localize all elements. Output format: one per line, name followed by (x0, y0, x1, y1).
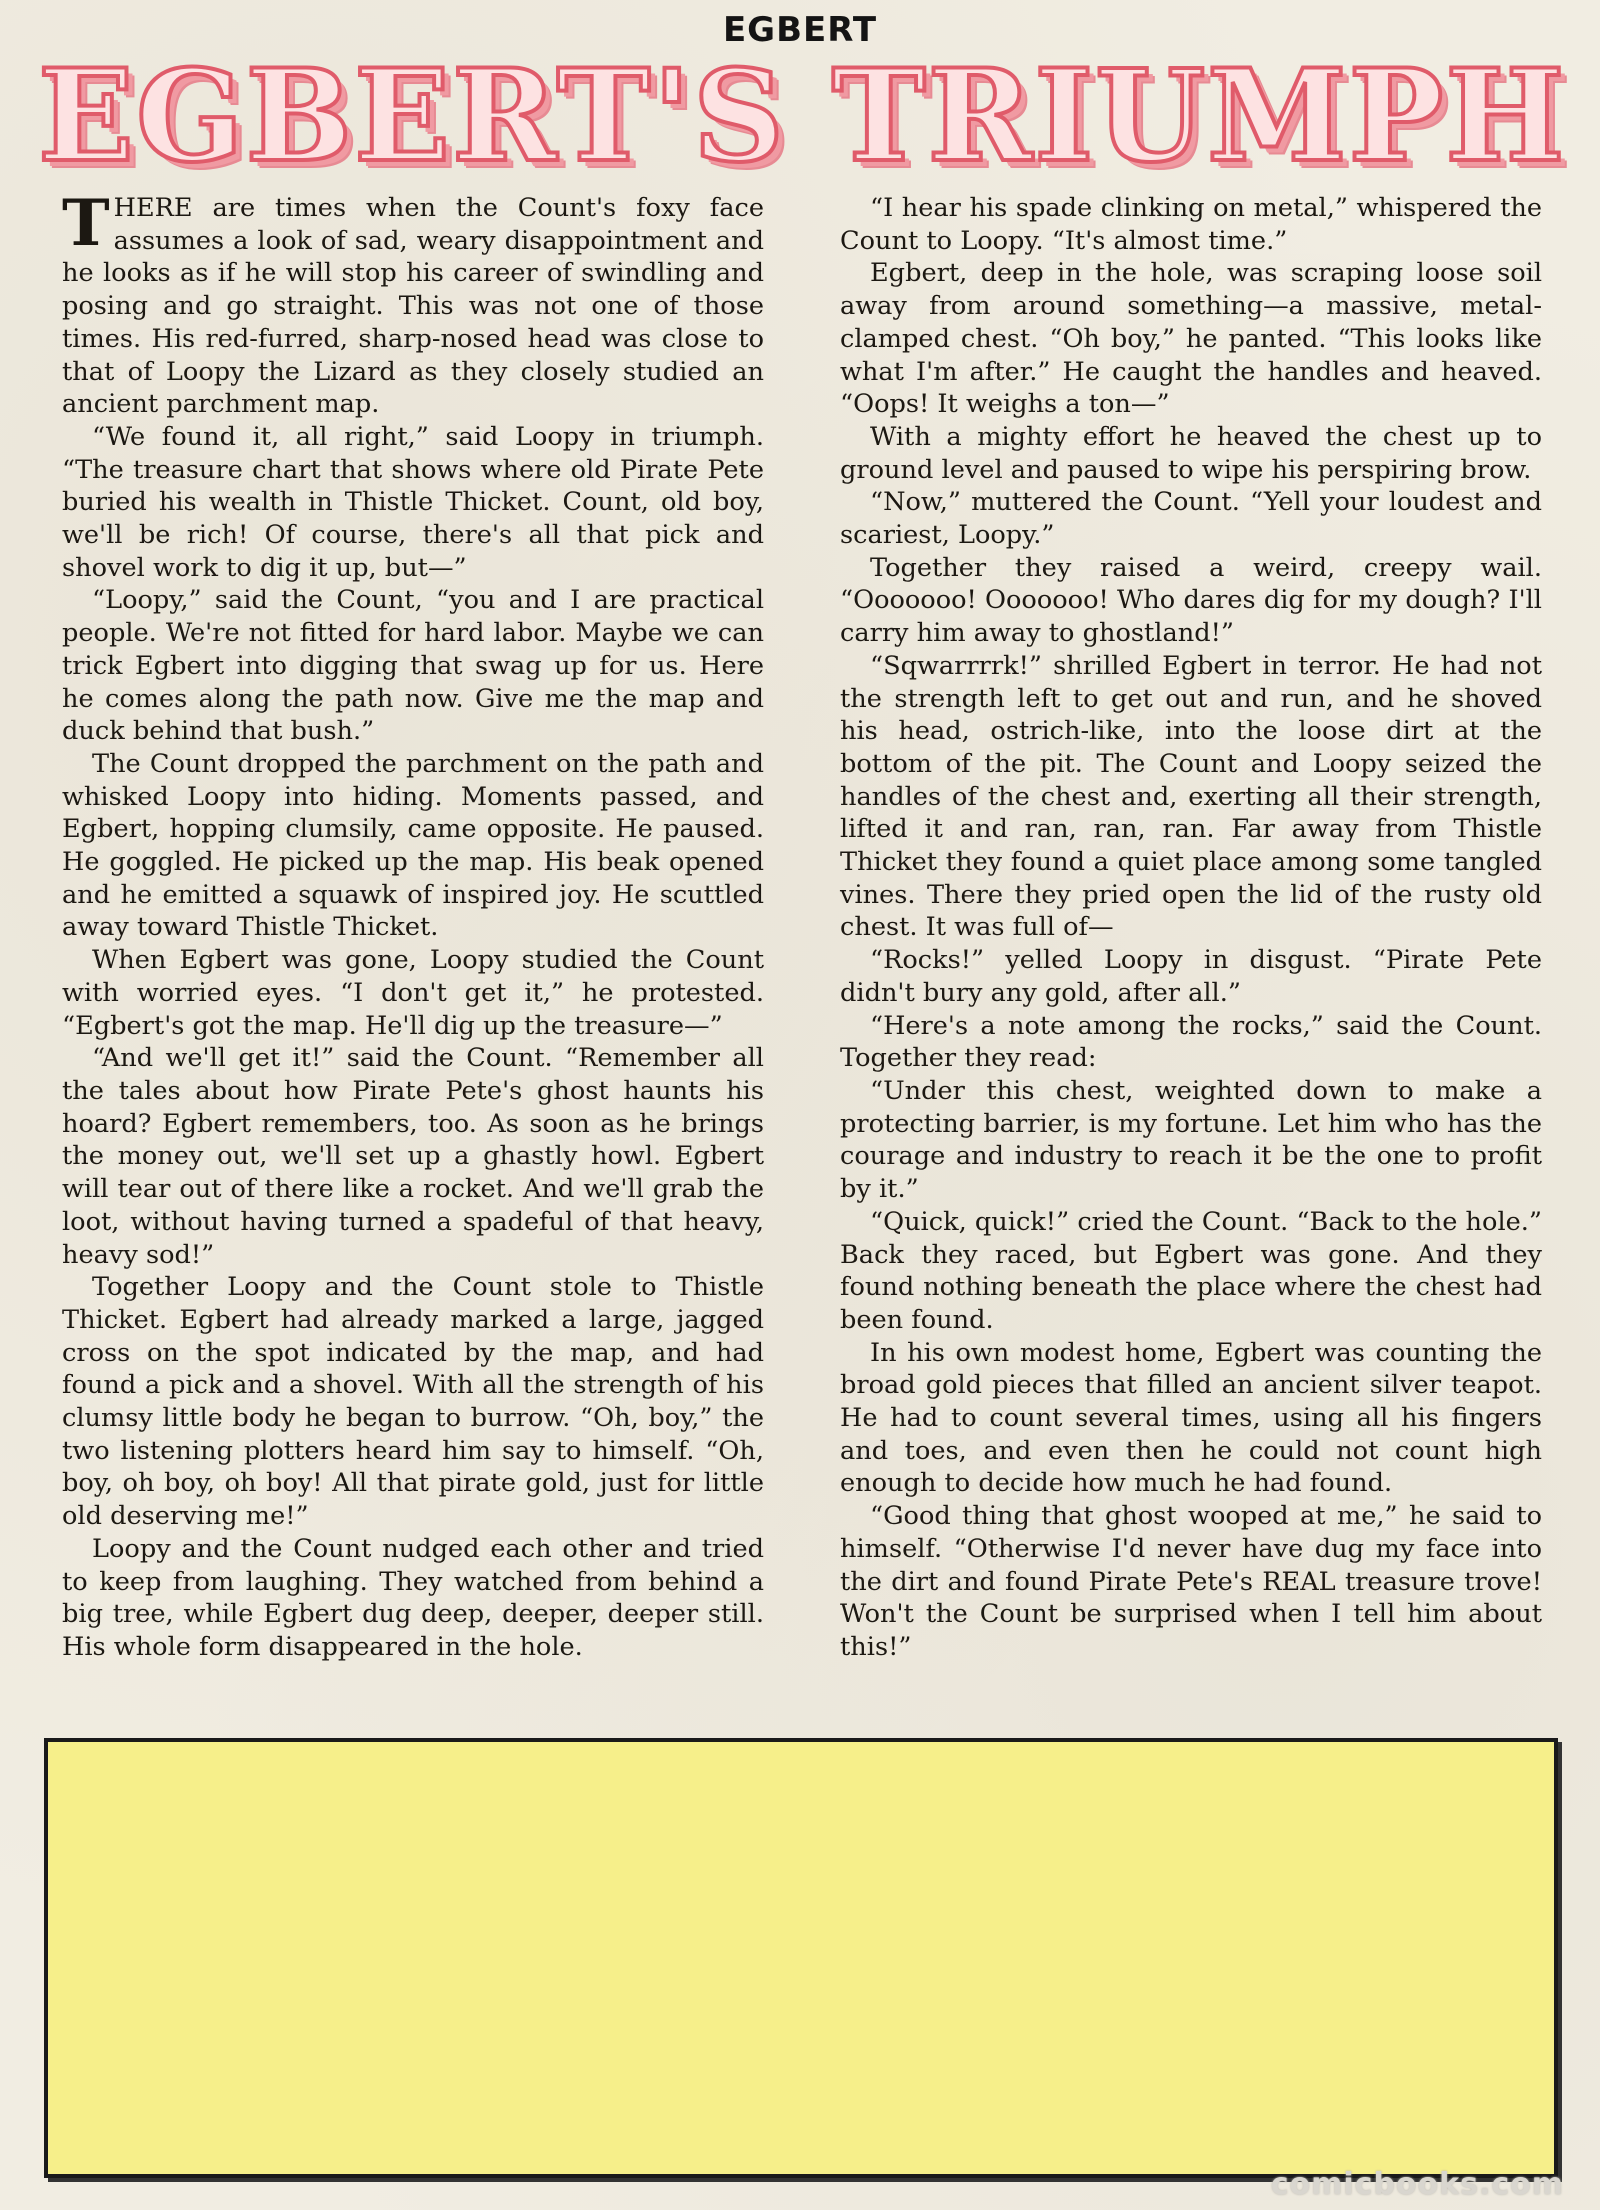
story-paragraph: “Now,” muttered the Count. “Yell your loudest and scariest, Loopy.” (840, 487, 1542, 551)
story-paragraph: Loopy and the Count nudged each other and tried to keep from laughing. They watched from behind a big tree, while Egbert dug deep, deeper, deeper still. His whole form disappeared in the hole. (62, 1533, 764, 1662)
drop-cap: T (62, 186, 110, 261)
story-paragraph: “Rocks!” yelled Loopy in disgust. “Pirate Pete didn't bury any gold, after all.” (840, 945, 1542, 1008)
story-paragraph: In his own modest home, Egbert was counting the broad gold pieces that filled an ancient silver teapot. He had to count several times, using all his fingers and toes, and even then he could not count high enough to decide how much he had found. (840, 1337, 1542, 1499)
story-paragraph: “I hear his spade clinking on metal,” whispered the Count to Loopy. “It's almost time.” (840, 193, 1542, 256)
story-paragraph: “Here's a note among the rocks,” said the Count. Together they read: (840, 1010, 1542, 1074)
story-paragraph: “Quick, quick!” cried the Count. “Back to the hole.” Back they raced, but Egbert was gone. And they found nothing beneath the place where the chest had been found. (840, 1206, 1542, 1335)
watermark: comicbooks.com (1270, 2167, 1564, 2202)
story-paragraph: When Egbert was gone, Loopy studied the Count with worried eyes. “I don't get it,” he protested. “Egbert's got the map. He'll dig up the treasure—” (62, 945, 764, 1041)
story-title: EGBERT'S TRIUMPH (38, 42, 1567, 190)
story-paragraph: “Under this chest, weighted down to make a protecting barrier, is my fortune. Let him who has the courage and industry to reach it be the one to profit by it.” (840, 1075, 1542, 1205)
story-paragraph: With a mighty effort he heaved the chest up to ground level and paused to wipe his perspiring brow. (840, 421, 1542, 485)
story-paragraph: “Good thing that ghost wooped at me,” he said to himself. “Otherwise I'd never have dug my face into the dirt and found Pirate Pete's REAL treasure trove! Won't the Count be surprised when I tell him about this!” (840, 1501, 1542, 1662)
story-paragraph: Together Loopy and the Count stole to Thistle Thicket. Egbert had already marked a large, jagged cross on the spot indicated by the map, and had found a pick and a shovel. With all the strength of his clumsy little body he began to burrow. “Oh, boy,” the two listening plotters heard him say to himself. “Oh, boy, oh boy, oh boy! All that pirate gold, just for little old deserving me!” (62, 1272, 764, 1532)
story-paragraph: The Count dropped the parchment on the path and whisked Loopy into hiding. Moments passed, and Egbert, hopping clumsily, came opposite. He paused. He goggled. He picked up the map. His beak opened and he emitted a squawk of inspired joy. He scuttled away toward Thistle Thicket. (62, 748, 764, 943)
story-paragraph (62, 186, 764, 421)
story-paragraph: “We found it, all right,” said Loopy in triumph. “The treasure chart that shows where old Pirate Pete buried his wealth in Thistle Thicket. Count, old boy, we'll be rich! Of course, there's all that pick and shovel work to dig it up, but—” (62, 421, 764, 583)
story-paragraph: “Loopy,” said the Count, “you and I are practical people. We're not fitted for hard labor. Maybe we can trick Egbert into digging that swag up for us. Here he comes along the path now. Give me the map and duck behind that bush.” (62, 585, 764, 747)
story-paragraph: Egbert, deep in the hole, was scraping loose soil away from around something—a massive, metal-clamped chest. “Oh boy,” he panted. “This looks like what I'm after.” He caught the handles and heaved. “Oops! It weighs a ton—” (840, 258, 1542, 420)
story-paragraph: “Sqwarrrrk!” shrilled Egbert in terror. He had not the strength left to get out and run, and he shoved his head, ostrich-like, into the loose dirt at the bottom of the pit. The Count and Loopy seized the handles of the chest and, exerting all their strength, lifted it and ran, ran, ran. Far away from Thistle Thicket they found a quiet place among some tangled vines. There they pried open the lid of the rusty old chest. It was full of— (840, 650, 1542, 943)
first-paragraph-text: HERE are times when the Count's foxy face assumes a look of sad, weary disappointment and he looks as if he will stop his career of swindling and posing and go straight. This was not one of those times. His red-furred, sharp-nosed head was close to that of Loopy the Lizard as they closely studied an ancient parchment map. (62, 193, 764, 420)
story-paragraph: “And we'll get it!” said the Count. “Remember all the tales about how Pirate Pete's ghost haunts his hoard? Egbert remembers, too. As soon as he brings the money out, we'll set up a ghastly howl. Egbert will tear out of there like a rocket. And we'll grab the loot, without having turned a spadeful of that heavy, heavy sod!” (62, 1043, 764, 1270)
blank-ad-panel (44, 1738, 1558, 2178)
story-body (62, 186, 1542, 1712)
masthead: EGBERT (722, 10, 878, 50)
story-paragraph: Together they raised a weird, creepy wail. “Ooooooo! Ooooooo! Who dares dig for my dough? I'll carry him away to ghostland!” (840, 552, 1542, 649)
